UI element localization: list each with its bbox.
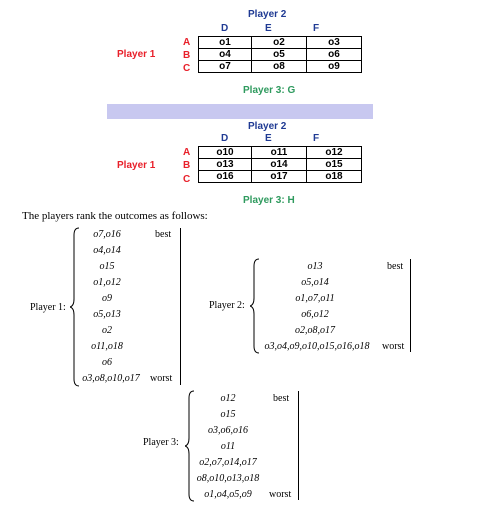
best-label: best: [387, 261, 404, 272]
player3-label: Player 3: H: [243, 195, 295, 206]
rank-item: o2,o8,o17: [295, 325, 335, 336]
rank-item: o3,o6,o16: [208, 425, 248, 436]
cell: o15: [307, 159, 362, 171]
rank-item: o6: [102, 357, 112, 368]
table-row: [199, 49, 362, 61]
cell: o16: [199, 171, 252, 183]
cell: o10: [199, 147, 252, 159]
rank-item: o5,o14: [301, 277, 329, 288]
best-label: best: [273, 393, 290, 404]
rank-item: o12: [220, 393, 236, 404]
rank-item: o6,o12: [301, 309, 329, 320]
cell: o6: [307, 49, 362, 61]
right-bar: [298, 391, 299, 500]
intro-text: The players rank the outcomes as follows:: [22, 210, 208, 222]
row-b: B: [183, 50, 191, 61]
cell: o12: [307, 147, 362, 159]
row-b: B: [183, 160, 191, 171]
cell: o18: [307, 171, 362, 183]
best-label: best: [155, 229, 172, 240]
table-row: [199, 37, 362, 49]
cell: o17: [252, 171, 307, 183]
ranking-player-label: Player 3:: [143, 437, 179, 448]
rank-item: o1,o12: [93, 277, 121, 288]
rank-item: o5,o13: [93, 309, 121, 320]
rank-item: o13: [307, 261, 323, 272]
row-a: A: [183, 147, 191, 158]
payoff-matrix-g: [198, 36, 362, 73]
rank-item: o4,o14: [93, 245, 121, 256]
worst-label: worst: [269, 489, 292, 500]
rank-item: o3,o4,o9,o10,o15,o16,o18: [264, 341, 370, 352]
player1-label: Player 1: [117, 49, 156, 60]
rank-item: o2,o7,o14,o17: [199, 457, 257, 468]
rank-item: o15: [99, 261, 115, 272]
rank-item: o9: [102, 293, 112, 304]
cell: o11: [252, 147, 307, 159]
cell: o7: [199, 61, 252, 73]
rank-item: o11: [220, 441, 236, 452]
table-row: [199, 171, 362, 183]
column-f: F: [313, 23, 320, 34]
cell: o5: [252, 49, 307, 61]
rank-item: o1,o4,o5,o9: [204, 489, 252, 500]
cell: o9: [307, 61, 362, 73]
column-e: E: [265, 133, 272, 144]
row-c: C: [183, 174, 191, 185]
player1-label: Player 1: [117, 160, 156, 171]
cell: o1: [199, 37, 252, 49]
rank-item: o15: [220, 409, 236, 420]
table-row: [199, 61, 362, 73]
row-c: C: [183, 63, 191, 74]
player3-label: Player 3: G: [243, 85, 296, 96]
right-bar: [410, 259, 411, 352]
table-row: [199, 159, 362, 171]
rank-item: o7,o16: [93, 229, 121, 240]
player2-label: Player 2: [248, 9, 287, 20]
rank-item: o2: [102, 325, 112, 336]
cell: o2: [252, 37, 307, 49]
rank-item: o1,o7,o11: [295, 293, 335, 304]
column-f: F: [313, 133, 320, 144]
cell: o4: [199, 49, 252, 61]
payoff-matrix-h: [198, 146, 362, 183]
row-a: A: [183, 37, 191, 48]
column-d: D: [221, 23, 229, 34]
rank-item: o11,o18: [91, 341, 123, 352]
cell: o8: [252, 61, 307, 73]
player2-label: Player 2: [248, 121, 287, 132]
table-row: [199, 147, 362, 159]
worst-label: worst: [382, 341, 405, 352]
worst-label: worst: [150, 373, 173, 384]
rank-item: o8,o10,o13,o18: [196, 473, 260, 484]
column-d: D: [221, 133, 229, 144]
cell: o13: [199, 159, 252, 171]
rank-item: o3,o8,o10,o17: [82, 373, 140, 384]
ranking-player-label: Player 2:: [209, 300, 245, 311]
column-e: E: [265, 23, 272, 34]
right-bar: [180, 228, 181, 385]
cell: o14: [252, 159, 307, 171]
left-brace: [250, 258, 260, 354]
divider-bar: [107, 104, 373, 119]
cell: o3: [307, 37, 362, 49]
ranking-player-label: Player 1:: [30, 302, 66, 313]
